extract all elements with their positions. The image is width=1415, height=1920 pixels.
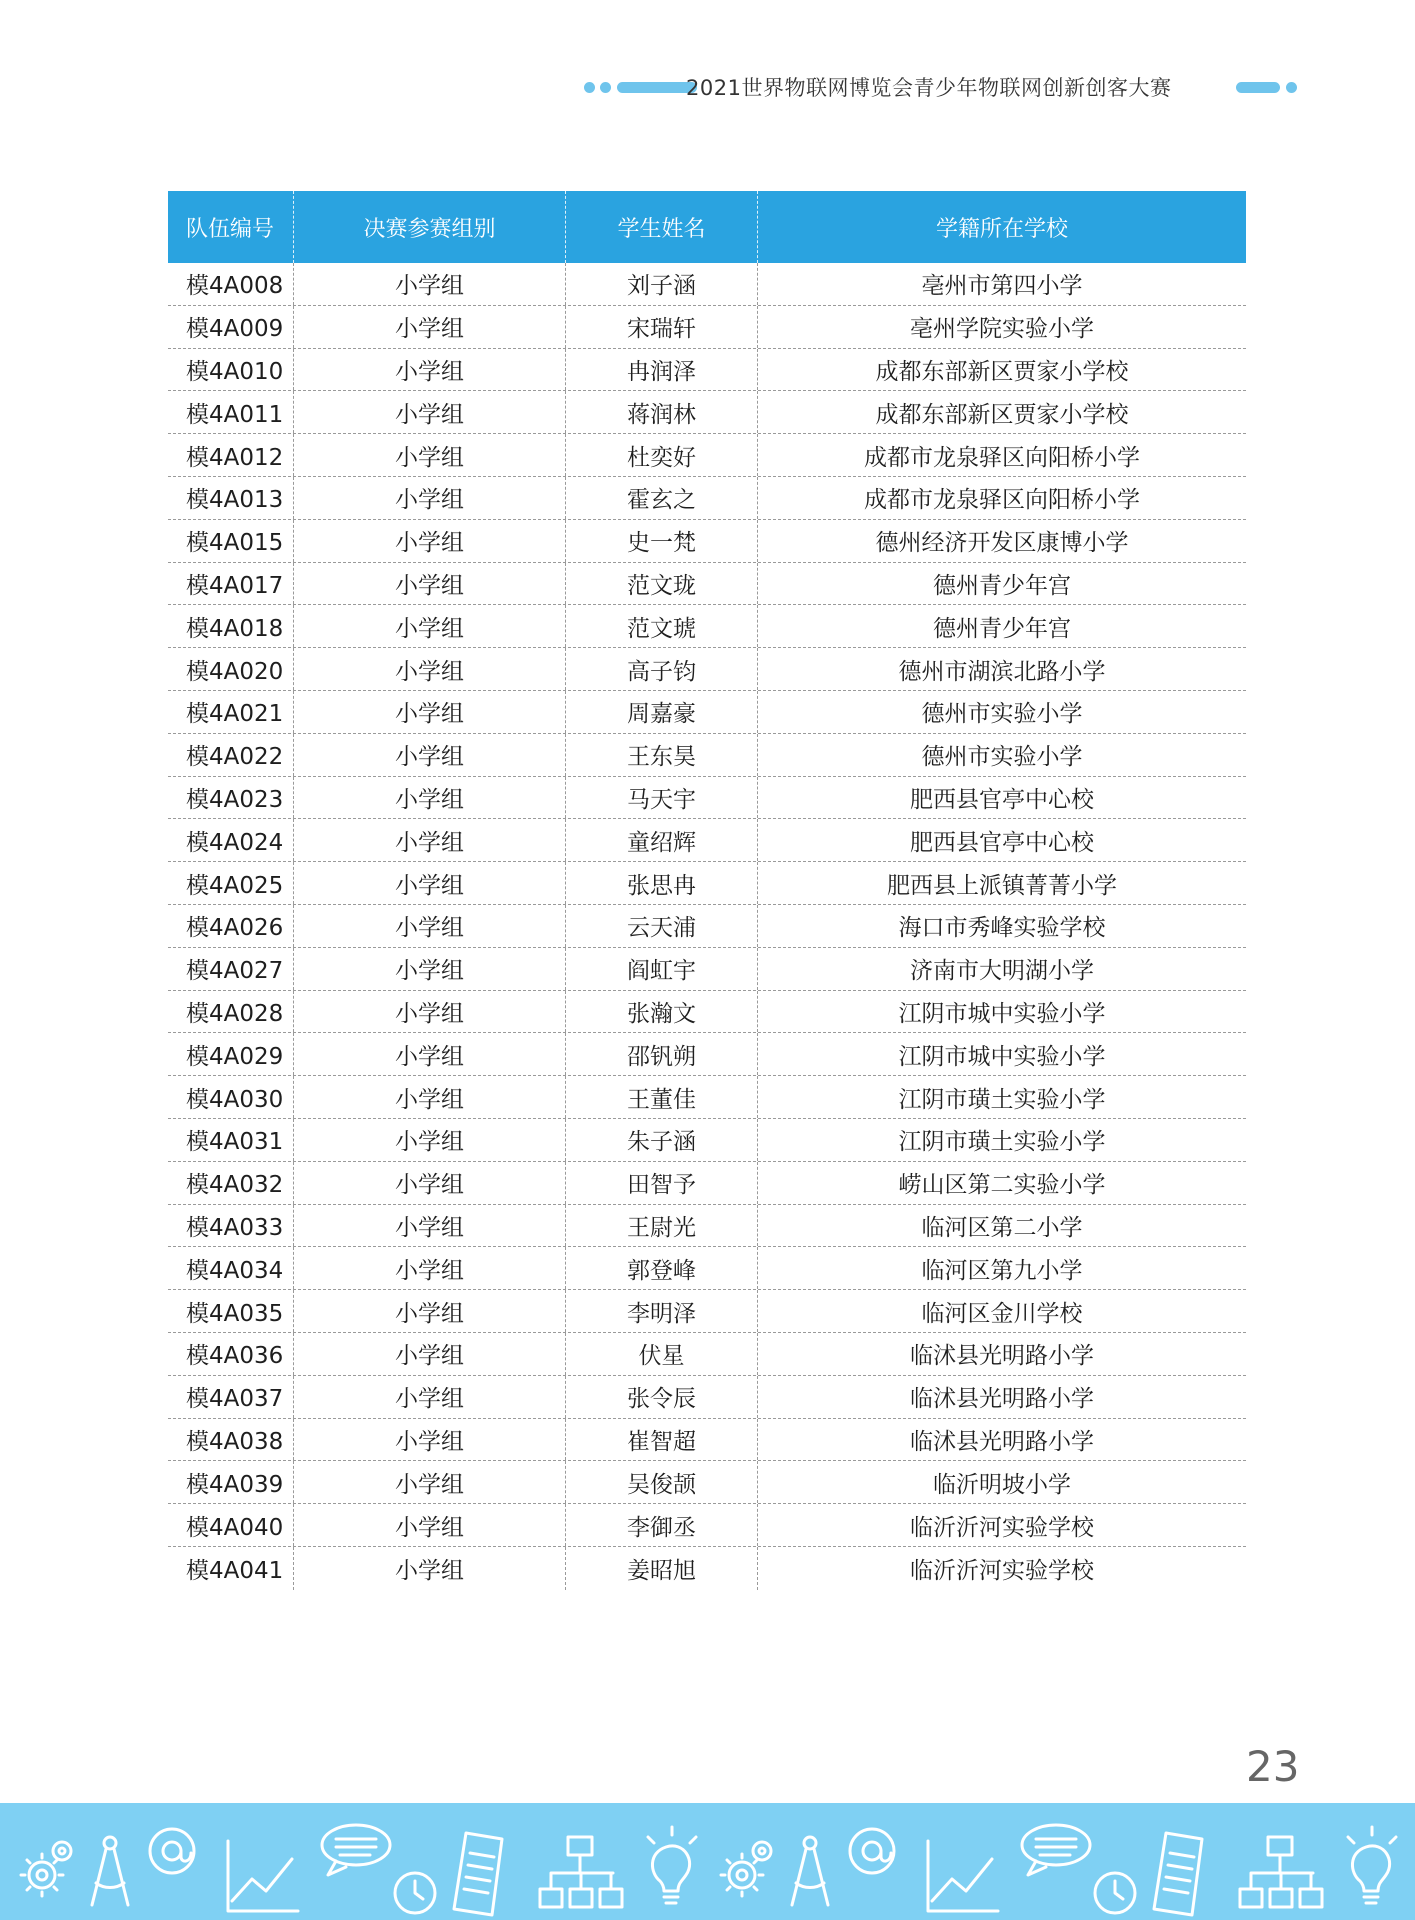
row-school: 临沂明坡小学: [933, 1471, 1071, 1498]
line-chart-icon: [228, 1841, 298, 1911]
row-team-id: 模4A010: [168, 349, 294, 391]
row-student-name: 王东昊: [566, 734, 758, 776]
row-group: 小学组: [294, 948, 566, 990]
column-header-group: 决赛参赛组别: [294, 191, 566, 263]
table-row: [168, 1162, 1246, 1205]
row-team-id: 模4A039: [168, 1461, 294, 1503]
row-team-id: 模4A033: [168, 1205, 294, 1247]
row-team-id: 模4A024: [168, 819, 294, 861]
row-team-id: 模4A008: [168, 263, 294, 305]
row-group: 小学组: [294, 434, 566, 476]
row-student-name: 崔智超: [566, 1419, 758, 1461]
gears-icon: [21, 1842, 71, 1896]
table-row: [168, 1290, 1246, 1333]
row-team-id: 模4A018: [168, 605, 294, 647]
row-team-id: 模4A040: [168, 1504, 294, 1546]
row-student-name: 王尉光: [566, 1205, 758, 1247]
clock-icon: [395, 1873, 435, 1913]
dot-icon: [1286, 82, 1297, 93]
row-student-name: 史一梵: [566, 520, 758, 562]
row-group: 小学组: [294, 1033, 566, 1075]
row-group: 小学组: [294, 391, 566, 433]
row-group: 小学组: [294, 905, 566, 947]
table-row: [168, 263, 1246, 306]
page-number: 23: [1246, 1742, 1300, 1791]
row-school: 亳州市第四小学: [921, 273, 1083, 300]
row-school: 德州市湖滨北路小学: [898, 658, 1106, 685]
table-row: [168, 1119, 1246, 1162]
table-row: [168, 1376, 1246, 1419]
footer-icons: [0, 1803, 1415, 1920]
pill-icon: [1236, 82, 1280, 93]
document-icon: [454, 1833, 502, 1915]
row-student-name: 冉润泽: [566, 349, 758, 391]
row-team-id: 模4A038: [168, 1419, 294, 1461]
row-group: 小学组: [294, 1376, 566, 1418]
table-row: [168, 1419, 1246, 1462]
row-group: 小学组: [294, 1247, 566, 1289]
row-school: 临沭县光明路小学: [910, 1428, 1094, 1455]
row-school: 德州青少年宫: [933, 572, 1071, 599]
row-group: 小学组: [294, 1290, 566, 1332]
icon-set-repeat: [721, 1825, 1396, 1915]
row-student-name: 周嘉豪: [566, 691, 758, 733]
row-student-name: 阎虹宇: [566, 948, 758, 990]
row-group: 小学组: [294, 734, 566, 776]
dot-icon: [584, 82, 595, 93]
table-row: [168, 563, 1246, 606]
row-student-name: 吴俊颉: [566, 1461, 758, 1503]
table-row: [168, 349, 1246, 392]
row-group: 小学组: [294, 1205, 566, 1247]
table-row: [168, 1205, 1246, 1248]
row-group: 小学组: [294, 1461, 566, 1503]
row-school: 成都东部新区贾家小学校: [875, 401, 1129, 428]
row-school: 临河区第二小学: [921, 1214, 1083, 1241]
row-school: 德州市实验小学: [921, 701, 1083, 728]
table-row: [168, 862, 1246, 905]
table-row: [168, 520, 1246, 563]
row-group: 小学组: [294, 605, 566, 647]
table-row: [168, 306, 1246, 349]
row-student-name: 蒋润林: [566, 391, 758, 433]
row-team-id: 模4A013: [168, 477, 294, 519]
compass-icon: [92, 1837, 128, 1905]
row-school: 临沂沂河实验学校: [910, 1557, 1094, 1584]
row-school: 江阴市城中实验小学: [898, 1000, 1106, 1027]
row-team-id: 模4A035: [168, 1290, 294, 1332]
row-team-id: 模4A028: [168, 991, 294, 1033]
pill-icon: [617, 82, 697, 93]
row-school: 济南市大明湖小学: [910, 958, 1094, 985]
row-team-id: 模4A029: [168, 1033, 294, 1075]
at-sign-icon: [150, 1829, 194, 1873]
row-school: 肥西县官亭中心校: [910, 786, 1094, 813]
row-group: 小学组: [294, 1547, 566, 1590]
row-school: 江阴市璜土实验小学: [898, 1086, 1106, 1113]
row-group: 小学组: [294, 306, 566, 348]
row-student-name: 郭登峰: [566, 1247, 758, 1289]
row-school: 临沭县光明路小学: [910, 1386, 1094, 1413]
table-row: [168, 648, 1246, 691]
column-header-school: 学籍所在学校: [935, 216, 1068, 242]
row-team-id: 模4A011: [168, 391, 294, 433]
row-group: 小学组: [294, 991, 566, 1033]
table-row: [168, 819, 1246, 862]
table-row: [168, 1033, 1246, 1076]
row-student-name: 张瀚文: [566, 991, 758, 1033]
row-group: 小学组: [294, 1504, 566, 1546]
row-student-name: 范文琥: [566, 605, 758, 647]
row-student-name: 朱子涵: [566, 1119, 758, 1161]
row-team-id: 模4A021: [168, 691, 294, 733]
table-row: [168, 1547, 1246, 1590]
row-student-name: 宋瑞轩: [566, 306, 758, 348]
row-team-id: 模4A015: [168, 520, 294, 562]
table-row: [168, 1461, 1246, 1504]
row-team-id: 模4A026: [168, 905, 294, 947]
row-student-name: 云天浦: [566, 905, 758, 947]
icon-set: [21, 1825, 696, 1915]
row-team-id: 模4A023: [168, 777, 294, 819]
row-team-id: 模4A027: [168, 948, 294, 990]
row-student-name: 高子钧: [566, 648, 758, 690]
row-group: 小学组: [294, 648, 566, 690]
row-student-name: 杜奕好: [566, 434, 758, 476]
row-student-name: 邵钒朔: [566, 1033, 758, 1075]
table-row: [168, 734, 1246, 777]
row-school: 临河区第九小学: [921, 1257, 1083, 1284]
table-row: [168, 477, 1246, 520]
row-team-id: 模4A017: [168, 563, 294, 605]
row-student-name: 张令辰: [566, 1376, 758, 1418]
row-school: 成都市龙泉驿区向阳桥小学: [864, 487, 1140, 514]
row-school: 临河区金川学校: [921, 1300, 1083, 1327]
row-group: 小学组: [294, 477, 566, 519]
row-school: 海口市秀峰实验学校: [898, 915, 1106, 942]
row-school: 成都东部新区贾家小学校: [875, 358, 1129, 385]
team-table: [168, 191, 1246, 1590]
row-team-id: 模4A025: [168, 862, 294, 904]
row-school: 江阴市城中实验小学: [898, 1043, 1106, 1070]
footer-band: [0, 1803, 1415, 1920]
row-team-id: 模4A020: [168, 648, 294, 690]
row-student-name: 李御丞: [566, 1504, 758, 1546]
row-group: 小学组: [294, 563, 566, 605]
row-group: 小学组: [294, 1162, 566, 1204]
row-team-id: 模4A009: [168, 306, 294, 348]
row-school: 德州青少年宫: [933, 615, 1071, 642]
column-header-student-name: 学生姓名: [566, 191, 758, 263]
row-student-name: 张思冉: [566, 862, 758, 904]
row-group: 小学组: [294, 349, 566, 391]
row-student-name: 马天宇: [566, 777, 758, 819]
row-school: 崂山区第二实验小学: [898, 1172, 1106, 1199]
table-row: [168, 1504, 1246, 1547]
row-team-id: 模4A012: [168, 434, 294, 476]
table-row: [168, 1076, 1246, 1119]
row-group: 小学组: [294, 862, 566, 904]
row-team-id: 模4A022: [168, 734, 294, 776]
table-row: [168, 391, 1246, 434]
header-title: 2021世界物联网博览会青少年物联网创新创客大赛: [686, 76, 1172, 100]
row-school: 肥西县官亭中心校: [910, 829, 1094, 856]
row-group: 小学组: [294, 1419, 566, 1461]
row-school: 德州经济开发区康博小学: [875, 530, 1129, 557]
row-school: 肥西县上派镇菁菁小学: [887, 872, 1117, 899]
row-group: 小学组: [294, 777, 566, 819]
row-school: 亳州学院实验小学: [910, 316, 1094, 343]
row-school: 成都市龙泉驿区向阳桥小学: [864, 444, 1140, 471]
table-row: [168, 905, 1246, 948]
column-header-team-id: 队伍编号: [168, 191, 294, 263]
row-group: 小学组: [294, 819, 566, 861]
row-group: 小学组: [294, 1119, 566, 1161]
row-team-id: 模4A041: [168, 1547, 294, 1590]
table-header: [168, 191, 1246, 263]
row-team-id: 模4A036: [168, 1333, 294, 1375]
row-student-name: 王董佳: [566, 1076, 758, 1118]
row-student-name: 童绍辉: [566, 819, 758, 861]
row-school: 临沭县光明路小学: [910, 1343, 1094, 1370]
lightbulb-icon: [648, 1827, 696, 1903]
flowchart-icon: [540, 1837, 622, 1907]
table-row: [168, 1247, 1246, 1290]
table-row: [168, 1333, 1246, 1376]
row-group: 小学组: [294, 1333, 566, 1375]
dot-icon: [600, 82, 611, 93]
speech-bubble-icon: [322, 1825, 390, 1875]
table-row: [168, 948, 1246, 991]
row-student-name: 田智予: [566, 1162, 758, 1204]
row-team-id: 模4A030: [168, 1076, 294, 1118]
row-student-name: 刘子涵: [566, 263, 758, 305]
row-group: 小学组: [294, 263, 566, 305]
row-team-id: 模4A037: [168, 1376, 294, 1418]
table-row: [168, 991, 1246, 1034]
row-student-name: 范文珑: [566, 563, 758, 605]
row-school: 临沂沂河实验学校: [910, 1514, 1094, 1541]
row-student-name: 李明泽: [566, 1290, 758, 1332]
table-row: [168, 434, 1246, 477]
table-body: [168, 263, 1246, 1590]
row-school: 江阴市璜土实验小学: [898, 1129, 1106, 1156]
row-group: 小学组: [294, 691, 566, 733]
row-group: 小学组: [294, 520, 566, 562]
row-student-name: 伏星: [566, 1333, 758, 1375]
row-team-id: 模4A034: [168, 1247, 294, 1289]
row-group: 小学组: [294, 1076, 566, 1118]
table-row: [168, 605, 1246, 648]
row-student-name: 霍玄之: [566, 477, 758, 519]
row-school: 德州市实验小学: [921, 744, 1083, 771]
row-team-id: 模4A031: [168, 1119, 294, 1161]
table-row: [168, 691, 1246, 734]
row-student-name: 姜昭旭: [566, 1547, 758, 1590]
row-team-id: 模4A032: [168, 1162, 294, 1204]
table-row: [168, 777, 1246, 820]
